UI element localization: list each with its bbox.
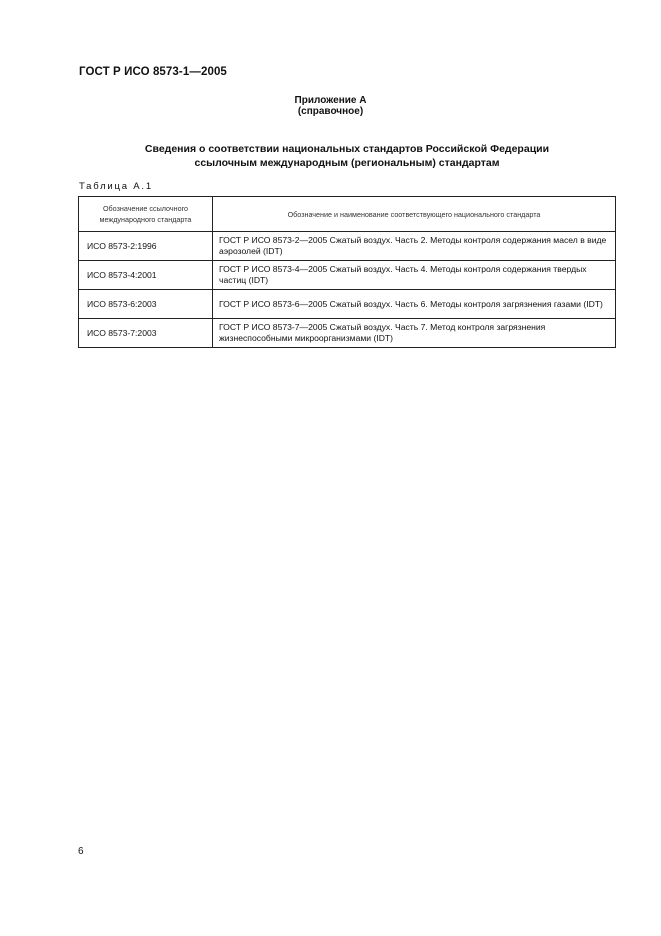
header-national: Обозначение и наименование соответствующего национального стандарта: [213, 197, 616, 232]
cell-national: ГОСТ Р ИСО 8573-2—2005 Сжатый воздух. Часть 2. Методы контроля содержания масел в виде аэрозолей (IDT): [213, 232, 616, 261]
table-row: [79, 261, 616, 290]
cell-international: ИСО 8573-4:2001: [79, 261, 213, 290]
cell-international: ИСО 8573-2:1996: [79, 232, 213, 261]
table-row: [79, 290, 616, 319]
standards-table: [78, 196, 616, 348]
cell-national: ГОСТ Р ИСО 8573-7—2005 Сжатый воздух. Часть 7. Метод контроля загрязнения жизнеспособными микроорганизмами (IDT): [213, 319, 616, 348]
annex-title: Приложение А: [294, 95, 367, 106]
annex-kind: (справочное): [297, 106, 364, 117]
cell-national: ГОСТ Р ИСО 8573-6—2005 Сжатый воздух. Часть 6. Методы контроля загрязнения газами (IDT): [213, 290, 616, 319]
table-label: Таблица А.1: [79, 181, 153, 192]
section-title-line2: ссылочным международным (региональным) стандартам: [194, 157, 500, 169]
section-title: [100, 142, 594, 170]
cell-international: ИСО 8573-6:2003: [79, 290, 213, 319]
table-header-row: [79, 197, 616, 232]
page-header: ГОСТ Р ИСО 8573-1—2005: [79, 66, 227, 78]
header-international: Обозначение ссылочного международного стандарта: [79, 197, 213, 232]
table-row: [79, 319, 616, 348]
cell-international: ИСО 8573-7:2003: [79, 319, 213, 348]
section-title-line1: Сведения о соответствии национальных стандартов Российской Федерации: [144, 143, 550, 155]
table-row: [79, 232, 616, 261]
cell-national: ГОСТ Р ИСО 8573-4—2005 Сжатый воздух. Часть 4. Методы контроля содержания твердых частиц (IDT): [213, 261, 616, 290]
page-number: 6: [78, 846, 84, 857]
